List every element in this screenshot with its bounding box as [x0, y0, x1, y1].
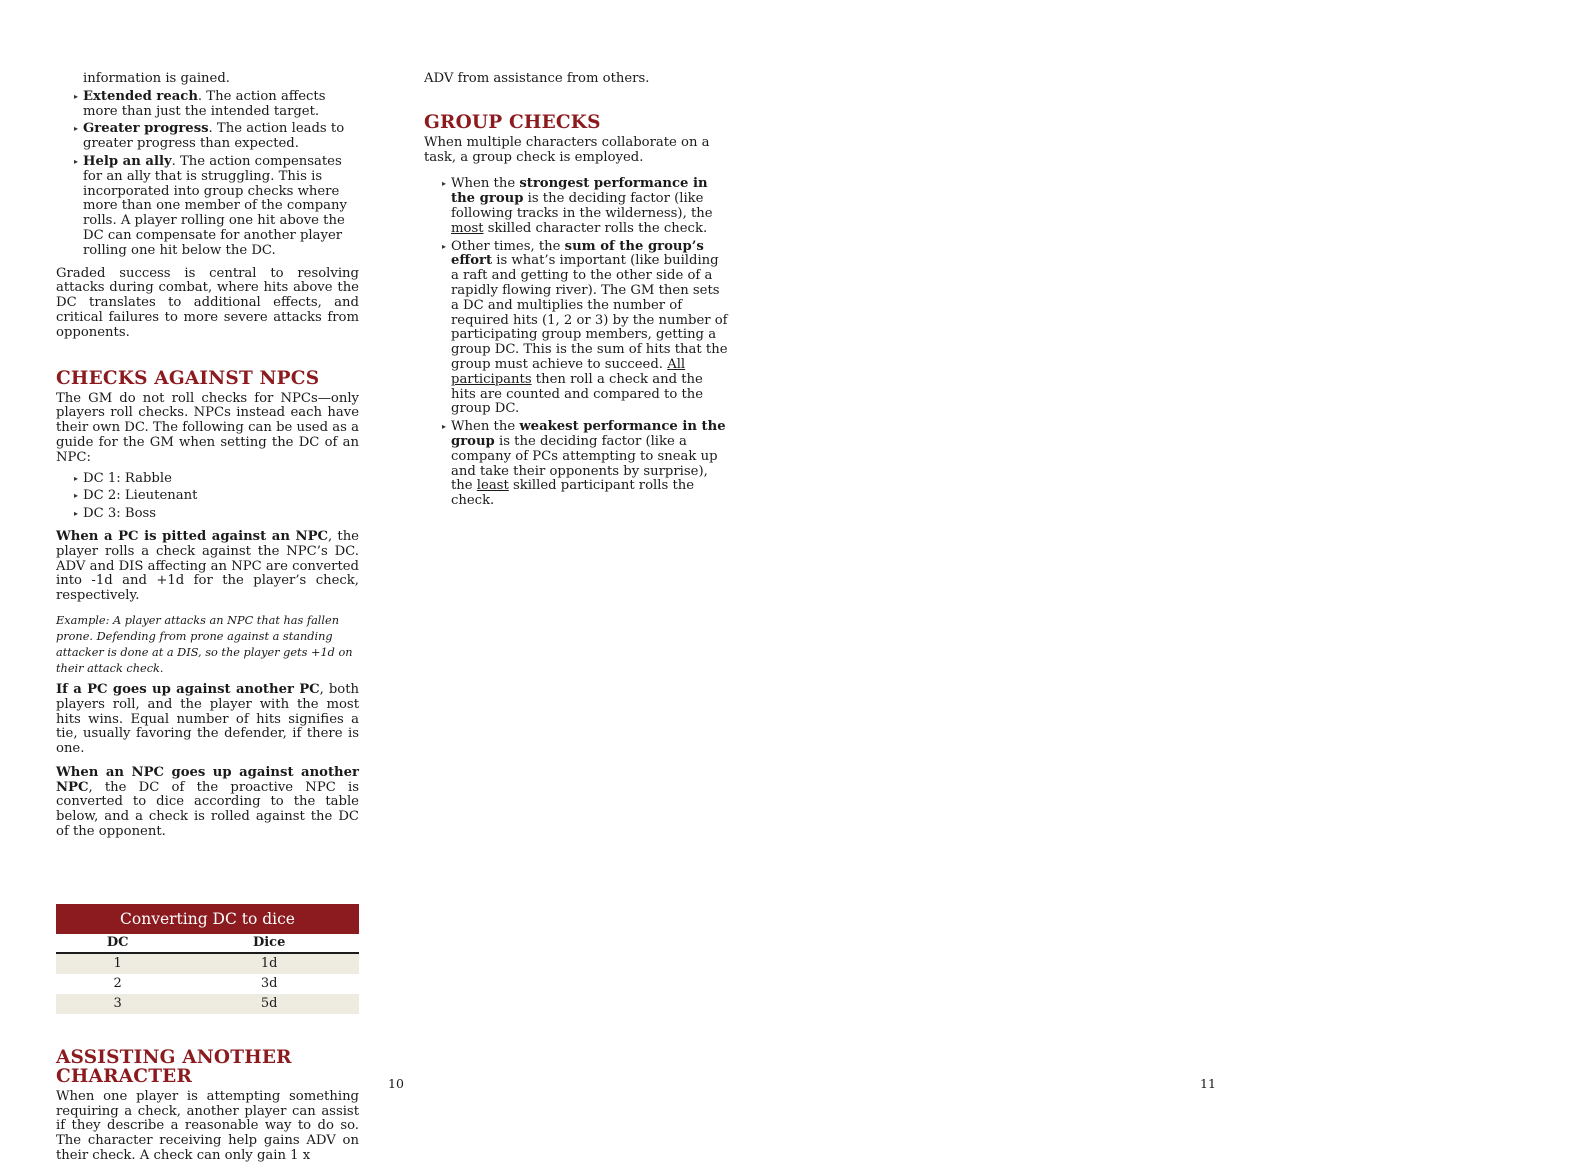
continued-bullet-text: information is gained. — [83, 71, 230, 86]
table-row: 2 3d — [113, 975, 278, 991]
dc-list — [56, 472, 359, 522]
list-item: ▸ When the strongest performance in the group is the deciding factor (like following tracks in the wilderness), the most skilled character rolls the check. — [424, 177, 729, 236]
right-page-column — [424, 72, 729, 517]
dc-dice-table — [56, 904, 359, 1014]
group-check-list — [424, 177, 729, 509]
list-item: ▸ When the weakest performance in the group is the deciding factor (like a company of PCs attempting to sneak up and take their opponents by surprise), the least skilled participant rolls the check. — [424, 420, 729, 509]
section-heading-assisting: ASSISTING ANOTHER CHARACTER — [56, 1046, 292, 1087]
table-row: 3 5d — [56, 994, 359, 1014]
pc-vs-pc-paragraph: If a PC goes up against another PC, both players roll, and the player with the most hits wins. Equal number of hits signifies a tie, usually favoring the defender, if there is one. — [56, 681, 359, 757]
assist-paragraph: When one player is attempting something requiring a check, another player can assist if they describe a reasonable way to do so. The character receiving help gains ADV on their check. A check can only gain 1 x — [56, 1088, 359, 1164]
page-number-left: 10 — [388, 1076, 404, 1091]
example-paragraph: Example: A player attacks an NPC that has fallen prone. Defending from prone against a standing attacker is done at a DIS, so the player gets +1d on their attack check. — [56, 613, 353, 675]
section-heading-npcs: CHECKS AGAINST NPCS — [56, 367, 320, 389]
list-item: ▸ Other times, the sum of the group’s effort is what’s important (like building a raft and getting to the other side of a rapidly flowing river). The GM then sets a DC and multiplies the number of required hits (1, 2 or 3) by the number of participating group members, getting a group DC. This is the sum of hits that the group must achieve to succeed. All participants then roll a check and the hits are counted and compared to the group DC. — [424, 240, 729, 418]
left-page-column — [56, 72, 359, 1173]
pc-vs-npc-paragraph: When a PC is pitted against an NPC, the player rolls a check against the NPC’s DC. ADV and DIS affecting an NPC are converted into -1d and +1d for the player’s check, respectively. — [56, 528, 359, 604]
table-caption: Converting DC to dice — [56, 904, 359, 934]
graded-success-paragraph: Graded success is central to resolving attacks during combat, where hits above the DC translates to additional effects, and critical failures to more severe attacks from opponents. — [56, 265, 359, 340]
list-item: ▸ Greater progress. The action leads to greater progress than expected. — [56, 122, 359, 152]
group-intro-paragraph: When multiple characters collaborate on a task, a group check is employed. — [424, 134, 710, 165]
list-item: ▸ DC 2: Lieutenant — [56, 489, 359, 504]
list-item: ▸ DC 1: Rabble — [56, 472, 359, 487]
section-heading-group-checks: GROUP CHECKS — [424, 111, 601, 133]
npc-vs-npc-paragraph: When an NPC goes up against another NPC, the DC of the proactive NPC is converted to dice according to the table below, and a check is rolled against the DC of the opponent. — [56, 764, 359, 840]
continued-paragraph: ADV from assistance from others. — [424, 71, 650, 86]
table-header-dice: Dice — [179, 934, 359, 953]
page-number-right: 11 — [1200, 1076, 1216, 1091]
list-item: ▸ Help an ally. The action compensates for an ally that is struggling. This is incorporated into group checks where more than one member of the company rolls. A player rolling one hit above the DC can compensate for another player rolling one hit below the DC. — [56, 155, 359, 259]
npc-intro-paragraph: The GM do not roll checks for NPCs—only players roll checks. NPCs instead each have their own DC. The following can be used as a guide for the GM when setting the DC of an NPC: — [56, 390, 359, 465]
list-item: ▸ DC 3: Boss — [56, 507, 359, 522]
graded-success-list — [56, 90, 359, 259]
table-row: 1 1d — [56, 953, 359, 974]
table-header-dc: DC — [56, 934, 179, 953]
list-item: ▸ Extended reach. The action affects more than just the intended target. — [56, 90, 359, 120]
